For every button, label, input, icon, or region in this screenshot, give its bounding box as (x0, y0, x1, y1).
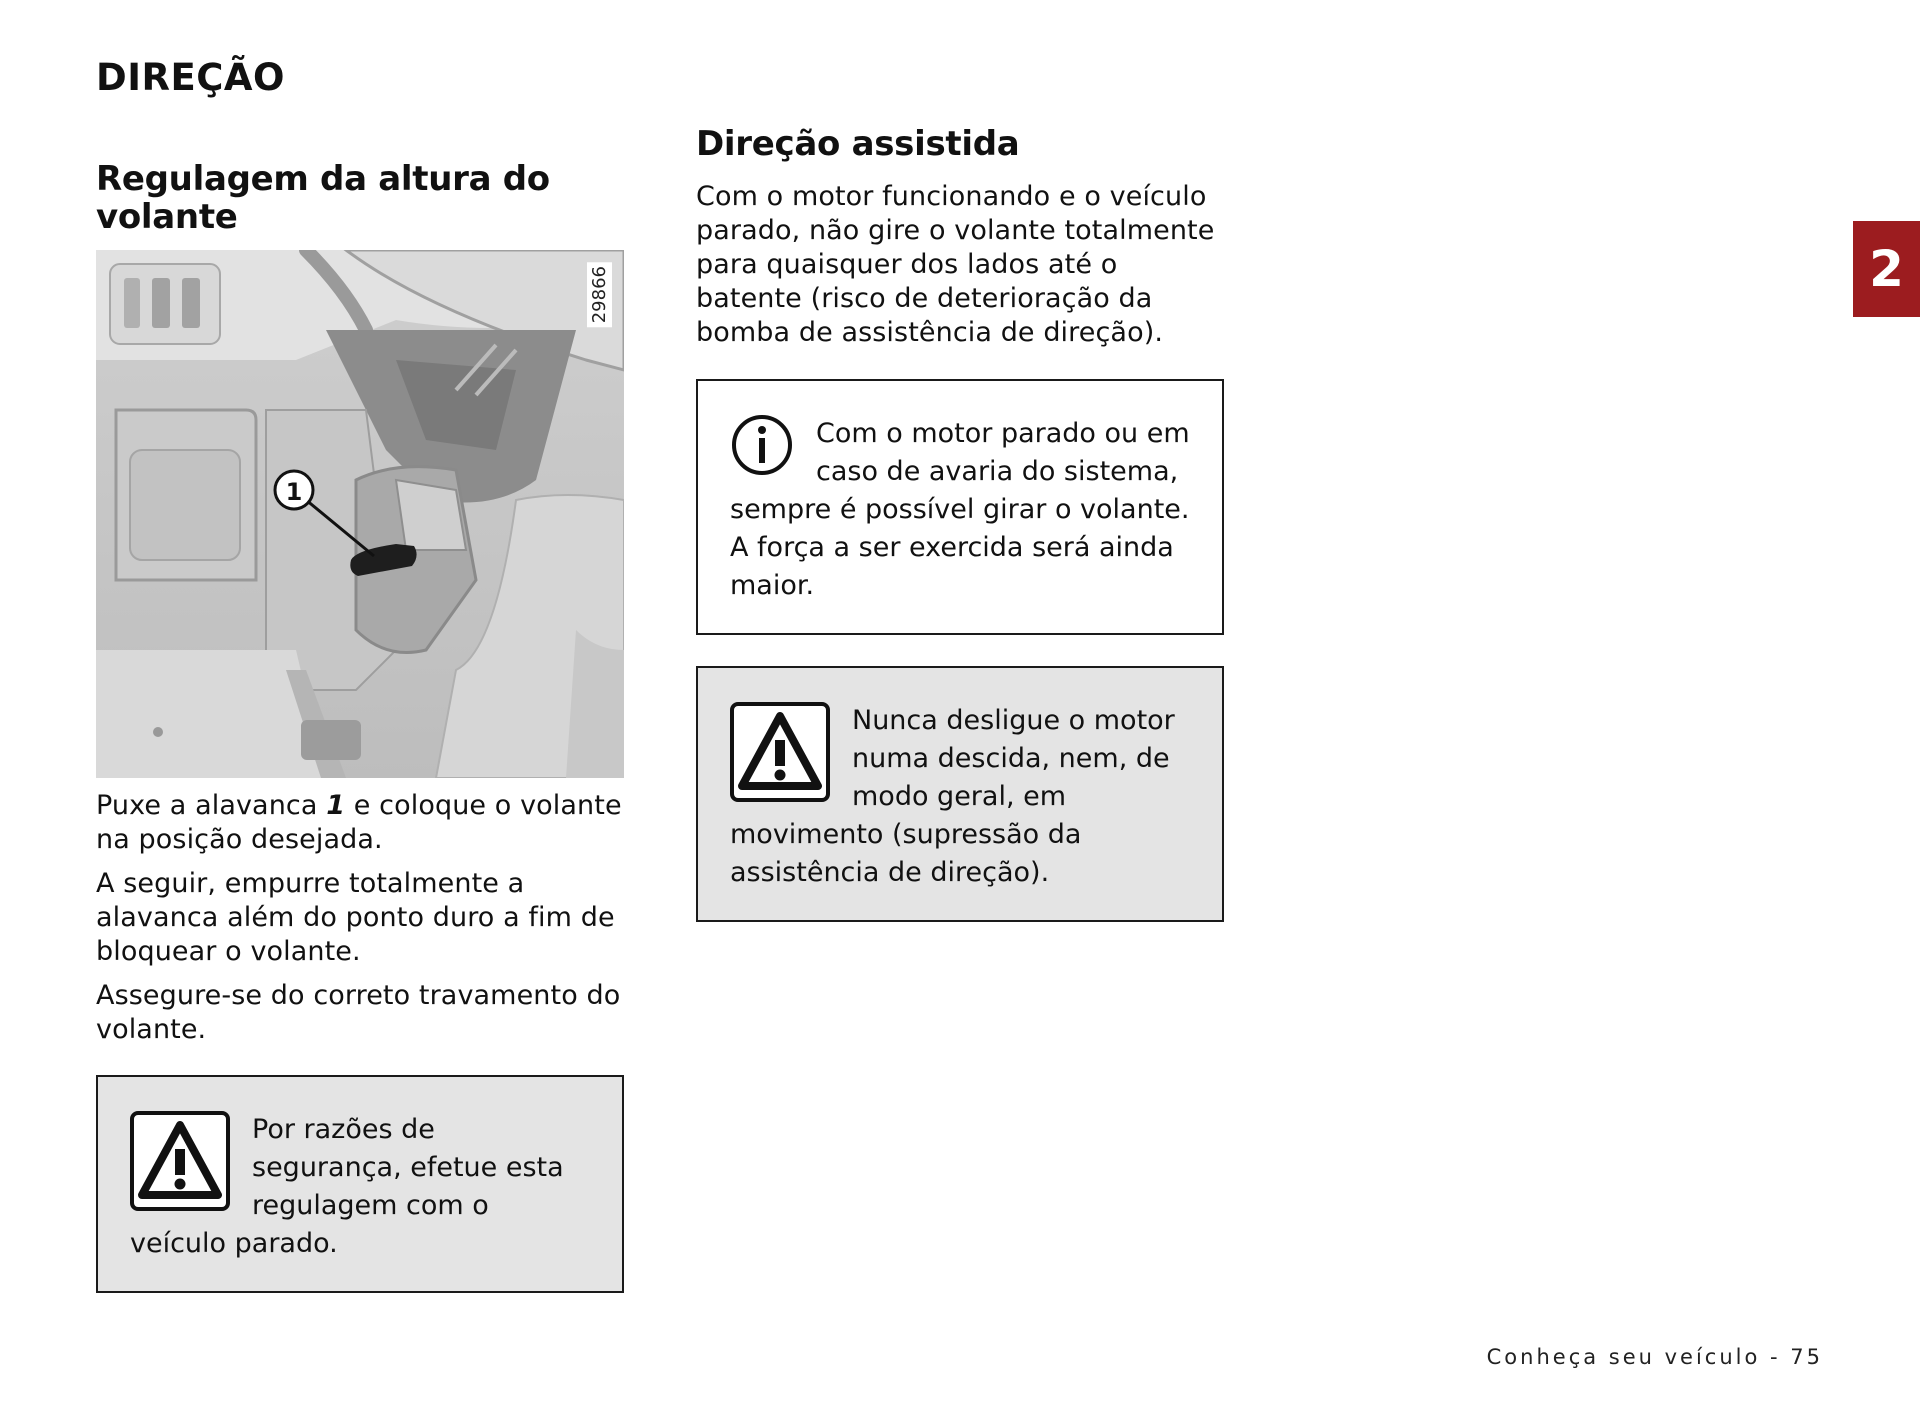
steering-lever-illustration (96, 250, 624, 778)
info-box (696, 379, 1224, 635)
warning-triangle-icon (730, 702, 830, 806)
page-footer: Conheça seu veículo - 75 (1486, 1345, 1823, 1369)
info-text: Com o motor parado ou em caso de avaria do sistema, sempre é possível girar o volante. A força a ser exercida será ainda maior. (730, 418, 1190, 601)
section-heading-steering-height: Regulagem da altura do volante (96, 159, 550, 237)
section-heading-power-steering: Direção assistida (696, 124, 1020, 164)
left-body-text (96, 789, 631, 1047)
chapter-tab: 2 (1853, 221, 1920, 317)
engine-off-warning-text: Nunca desligue o motor numa descida, nem, de modo geral, em movimento (supressão da assistência de direção). (730, 705, 1175, 888)
paragraph-text: Puxe a alavanca (96, 790, 327, 821)
paragraph-pull-lever (96, 789, 631, 857)
page-title: DIREÇÃO (96, 56, 285, 99)
safety-warning-box (96, 1075, 624, 1293)
figure-callout-1: 1 (285, 478, 303, 506)
safety-warning-text: Por razões de segurança, efetue esta regulagem com o veículo parado. (130, 1114, 564, 1259)
engine-off-warning-box (696, 666, 1224, 922)
paragraph-text: e coloque o volante na posição desejada. (96, 790, 622, 855)
warning-triangle-icon (130, 1111, 230, 1215)
paragraph-push-lever: A seguir, empurre totalmente a alavanca além do ponto duro a fim de bloquear o volante. (96, 868, 615, 967)
lever-reference: 1 (326, 790, 346, 821)
paragraph-power-steering: Com o motor funcionando e o veículo parado, não gire o volante totalmente para quaisquer dos lados até o batente (risco de deterioração da bomba de assistência de direção). (696, 181, 1215, 348)
dashboard-drawing (96, 250, 624, 778)
figure-code: 29866 (587, 262, 612, 327)
paragraph-check-lock: Assegure-se do correto travamento do volante. (96, 980, 621, 1045)
info-icon (730, 413, 794, 481)
